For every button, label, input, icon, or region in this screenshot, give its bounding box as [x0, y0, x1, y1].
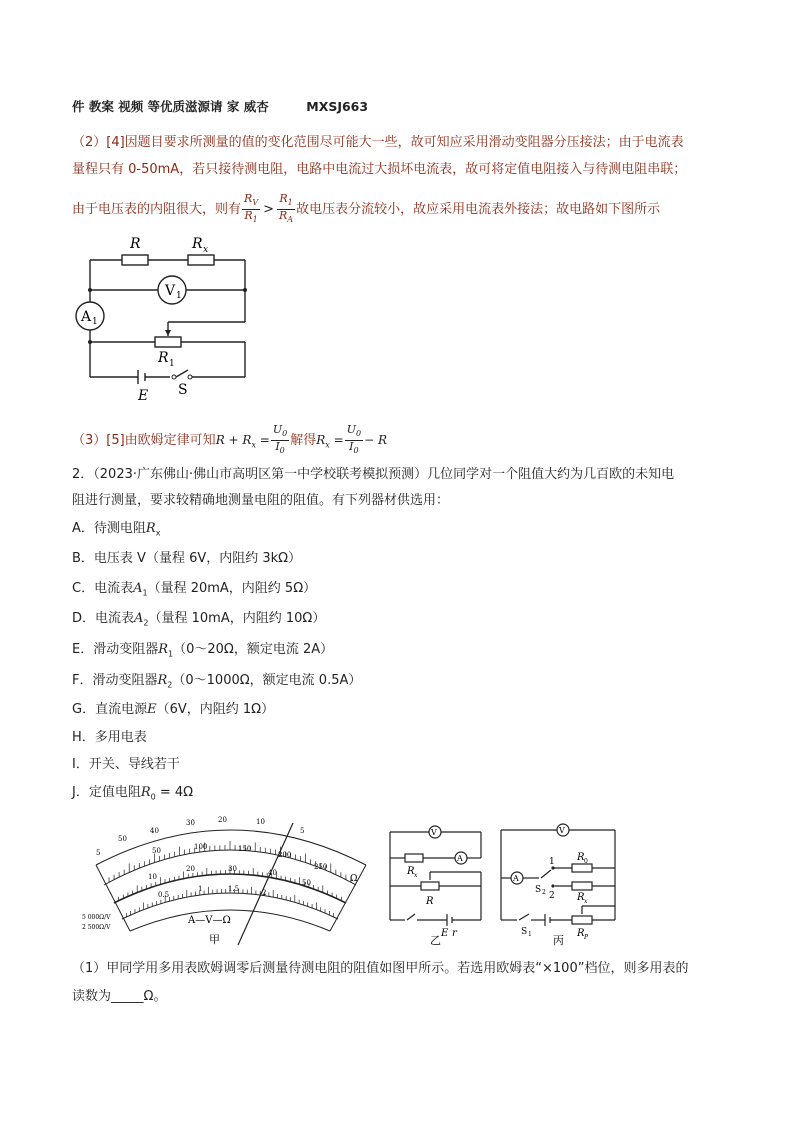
label-Rx-sub: x: [203, 245, 209, 255]
yi-E-label: E: [441, 928, 449, 939]
label-E: E: [138, 388, 149, 404]
label-Rx: R: [192, 236, 203, 252]
answer-blank[interactable]: _____: [111, 989, 144, 1004]
ammeter-A1-sub: 1: [92, 317, 98, 327]
figure-label-yi: 乙: [430, 934, 441, 947]
multimeter-figure: [82, 805, 373, 947]
circuit-diagram-bing: [497, 822, 622, 946]
bing-ammeter-label: A: [513, 874, 519, 883]
bing-R0-label: R: [577, 852, 585, 863]
tick-label: 10: [256, 818, 265, 826]
part3-mid: 解得: [290, 433, 317, 449]
tick-label: 100: [194, 843, 208, 851]
option-symbol: E: [147, 702, 157, 717]
figure-label-bing: 丙: [553, 934, 564, 947]
option-item: A．待测电阻$R_x$: [72, 521, 161, 538]
bing-Rx-label: R: [577, 892, 585, 903]
yi-voltmeter-label: V: [431, 828, 437, 837]
tick-label: 30: [228, 865, 237, 873]
bing-S1-label: S: [521, 927, 528, 937]
tick-label: 200: [278, 851, 292, 859]
tick-label: 10: [148, 873, 157, 881]
tick-label: 250: [314, 863, 328, 871]
part2-line3: [72, 193, 660, 226]
bing-Rx-sub: x: [584, 898, 588, 905]
tick-label: 50: [152, 847, 161, 855]
tick-label: 5: [96, 849, 101, 857]
option-symbol: R: [157, 673, 168, 688]
label-R: R: [130, 236, 141, 252]
voltmeter-V1-label: V: [165, 283, 176, 299]
gt-sign: >: [263, 202, 274, 218]
yi-ammeter-label: A: [457, 854, 463, 863]
tick-label: 1: [198, 885, 203, 893]
part3-pre: （3）[5]由欧姆定律可知: [72, 433, 216, 449]
bing-S2-sub: 2: [542, 889, 546, 896]
option-symbol: R: [140, 785, 151, 800]
option-item: G．直流电源E（6V，内阻约 1Ω）: [72, 702, 275, 717]
fraction-r1-ra: $\frac{R_1}{R_A}$: [279, 192, 294, 225]
part2-line1: （2）[4]因题目要求所测量的值的变化范围尽可能大一些，故可知应采用滑动变阻器分压接法；由于电流表: [72, 135, 684, 150]
bing-Rp-label: R: [577, 928, 585, 939]
option-symbol: A: [133, 581, 143, 596]
tick-label: 40: [268, 869, 277, 877]
yi-Rx-label: R: [407, 866, 415, 877]
tick-label: 50: [118, 835, 127, 843]
part2-line3-post: 故电压表分流较小，故应采用电流表外接法；故电路如下图所示: [296, 202, 661, 218]
option-item: H．多用电表: [72, 730, 147, 745]
tick-label: 0.5: [158, 891, 170, 899]
tick-label: 2: [262, 889, 267, 897]
part2-line2: 量程只有 0-50mA，若只接待测电阻，电路中电流过大损坏电流表，故可将定值电阻接入与待测电阻串联；: [72, 162, 687, 177]
option-symbol: R: [145, 521, 156, 536]
q2-sub1-line2: 读数为_____Ω。: [72, 989, 167, 1004]
label-S: S: [178, 382, 188, 398]
meter-ohm-symbol: Ω: [350, 874, 358, 884]
circuit-diagram-1: [70, 232, 260, 407]
option-item: E．滑动变阻器$R_1(0\sim 20\Omega$，额定电流 2A）: [72, 642, 334, 659]
option-item: F．滑动变阻器$R_2(0\sim 1000\Omega$，额定电流 0.5A）: [72, 673, 362, 690]
label-R1: R: [158, 350, 169, 366]
figure-label-jia: 甲: [209, 933, 220, 946]
option-symbol: A: [134, 611, 144, 626]
fraction-rv-r1: $\frac{R_V}{R_1}$: [244, 192, 259, 225]
bing-voltmeter-label: V: [559, 826, 565, 835]
yi-R-label: R: [426, 896, 434, 907]
bing-Rp-sub: P: [584, 934, 589, 941]
bing-S2-label: S: [535, 885, 542, 895]
q2-sub1-line1: （1）甲同学用多用表欧姆调零后测量待测电阻的阻值如图甲所示。若选用欧姆表“×100”档位，则多用表的: [72, 961, 689, 976]
option-item: C．电流表$A_1$（量程 20mA，内阻约 5Ω）: [72, 581, 317, 598]
rheostat-arrow-icon: [165, 330, 171, 336]
bing-contact-1: 1: [549, 857, 555, 867]
tick-label: 20: [218, 816, 227, 824]
bing-S1-sub: 1: [528, 931, 532, 938]
tick-label: 150: [238, 845, 252, 853]
voltmeter-V1-sub: 1: [176, 291, 182, 301]
bing-contact-2: 2: [549, 891, 555, 901]
circuit-diagram-yi: [385, 824, 485, 946]
part3-line: （3）[5]由欧姆定律可知$R + R_x$ = $\frac{U_0}{I_0}$ 解得$R_x$ = $\frac{U_0}{I_0}$ − R: [72, 423, 387, 456]
fraction-u0-i0-2: $\frac{U_0}{I_0}$: [346, 423, 362, 456]
fraction-u0-i0-1: $\frac{U_0}{I_0}$: [272, 423, 288, 456]
tick-label: 20: [186, 865, 195, 873]
tick-label: 40: [150, 827, 159, 835]
part2-line3-pre: 由于电压表的内阻很大，则有: [72, 202, 242, 218]
label-R1-sub: 1: [169, 359, 175, 369]
yi-Rx-sub: x: [414, 872, 418, 879]
bing-R0-sub: 0: [584, 858, 588, 865]
ammeter-A1-label: A: [81, 309, 92, 325]
q2-line2: 阻进行测量，要求较精确地测量电阻的阻值。有下列器材供选用：: [72, 493, 450, 508]
option-item: D．电流表$A_2$（量程 10mA，内阻约 10Ω）: [72, 611, 326, 628]
tick-label: 30: [186, 819, 195, 827]
meter-spec-1: 5 000Ω/V: [82, 914, 111, 921]
tick-label: 1.5: [228, 885, 240, 893]
option-item: B．电压表 V（量程 6V，内阻约 3kΩ）: [72, 551, 302, 566]
option-item: J．定值电阻$R_0 = 4\Omega$: [72, 785, 194, 802]
meter-spec-2: 2 500Ω/V: [82, 924, 111, 931]
meter-mode-label: A—V—Ω: [188, 915, 231, 926]
q2-line1: 2．（2023·广东佛山·佛山市高明区第一中学校联考模拟预测）几位同学对一个阻值大约为几百欧的未知电: [72, 467, 675, 482]
option-symbol: R: [158, 642, 169, 657]
tick-label: 50: [302, 879, 311, 887]
tick-label: 5: [300, 827, 305, 835]
page-header: 件 教案 视频 等优质滋源请 家 威杏 MXSJ663: [72, 99, 369, 114]
option-item: I．开关、导线若干: [72, 757, 180, 772]
yi-r-label: r: [452, 928, 457, 939]
